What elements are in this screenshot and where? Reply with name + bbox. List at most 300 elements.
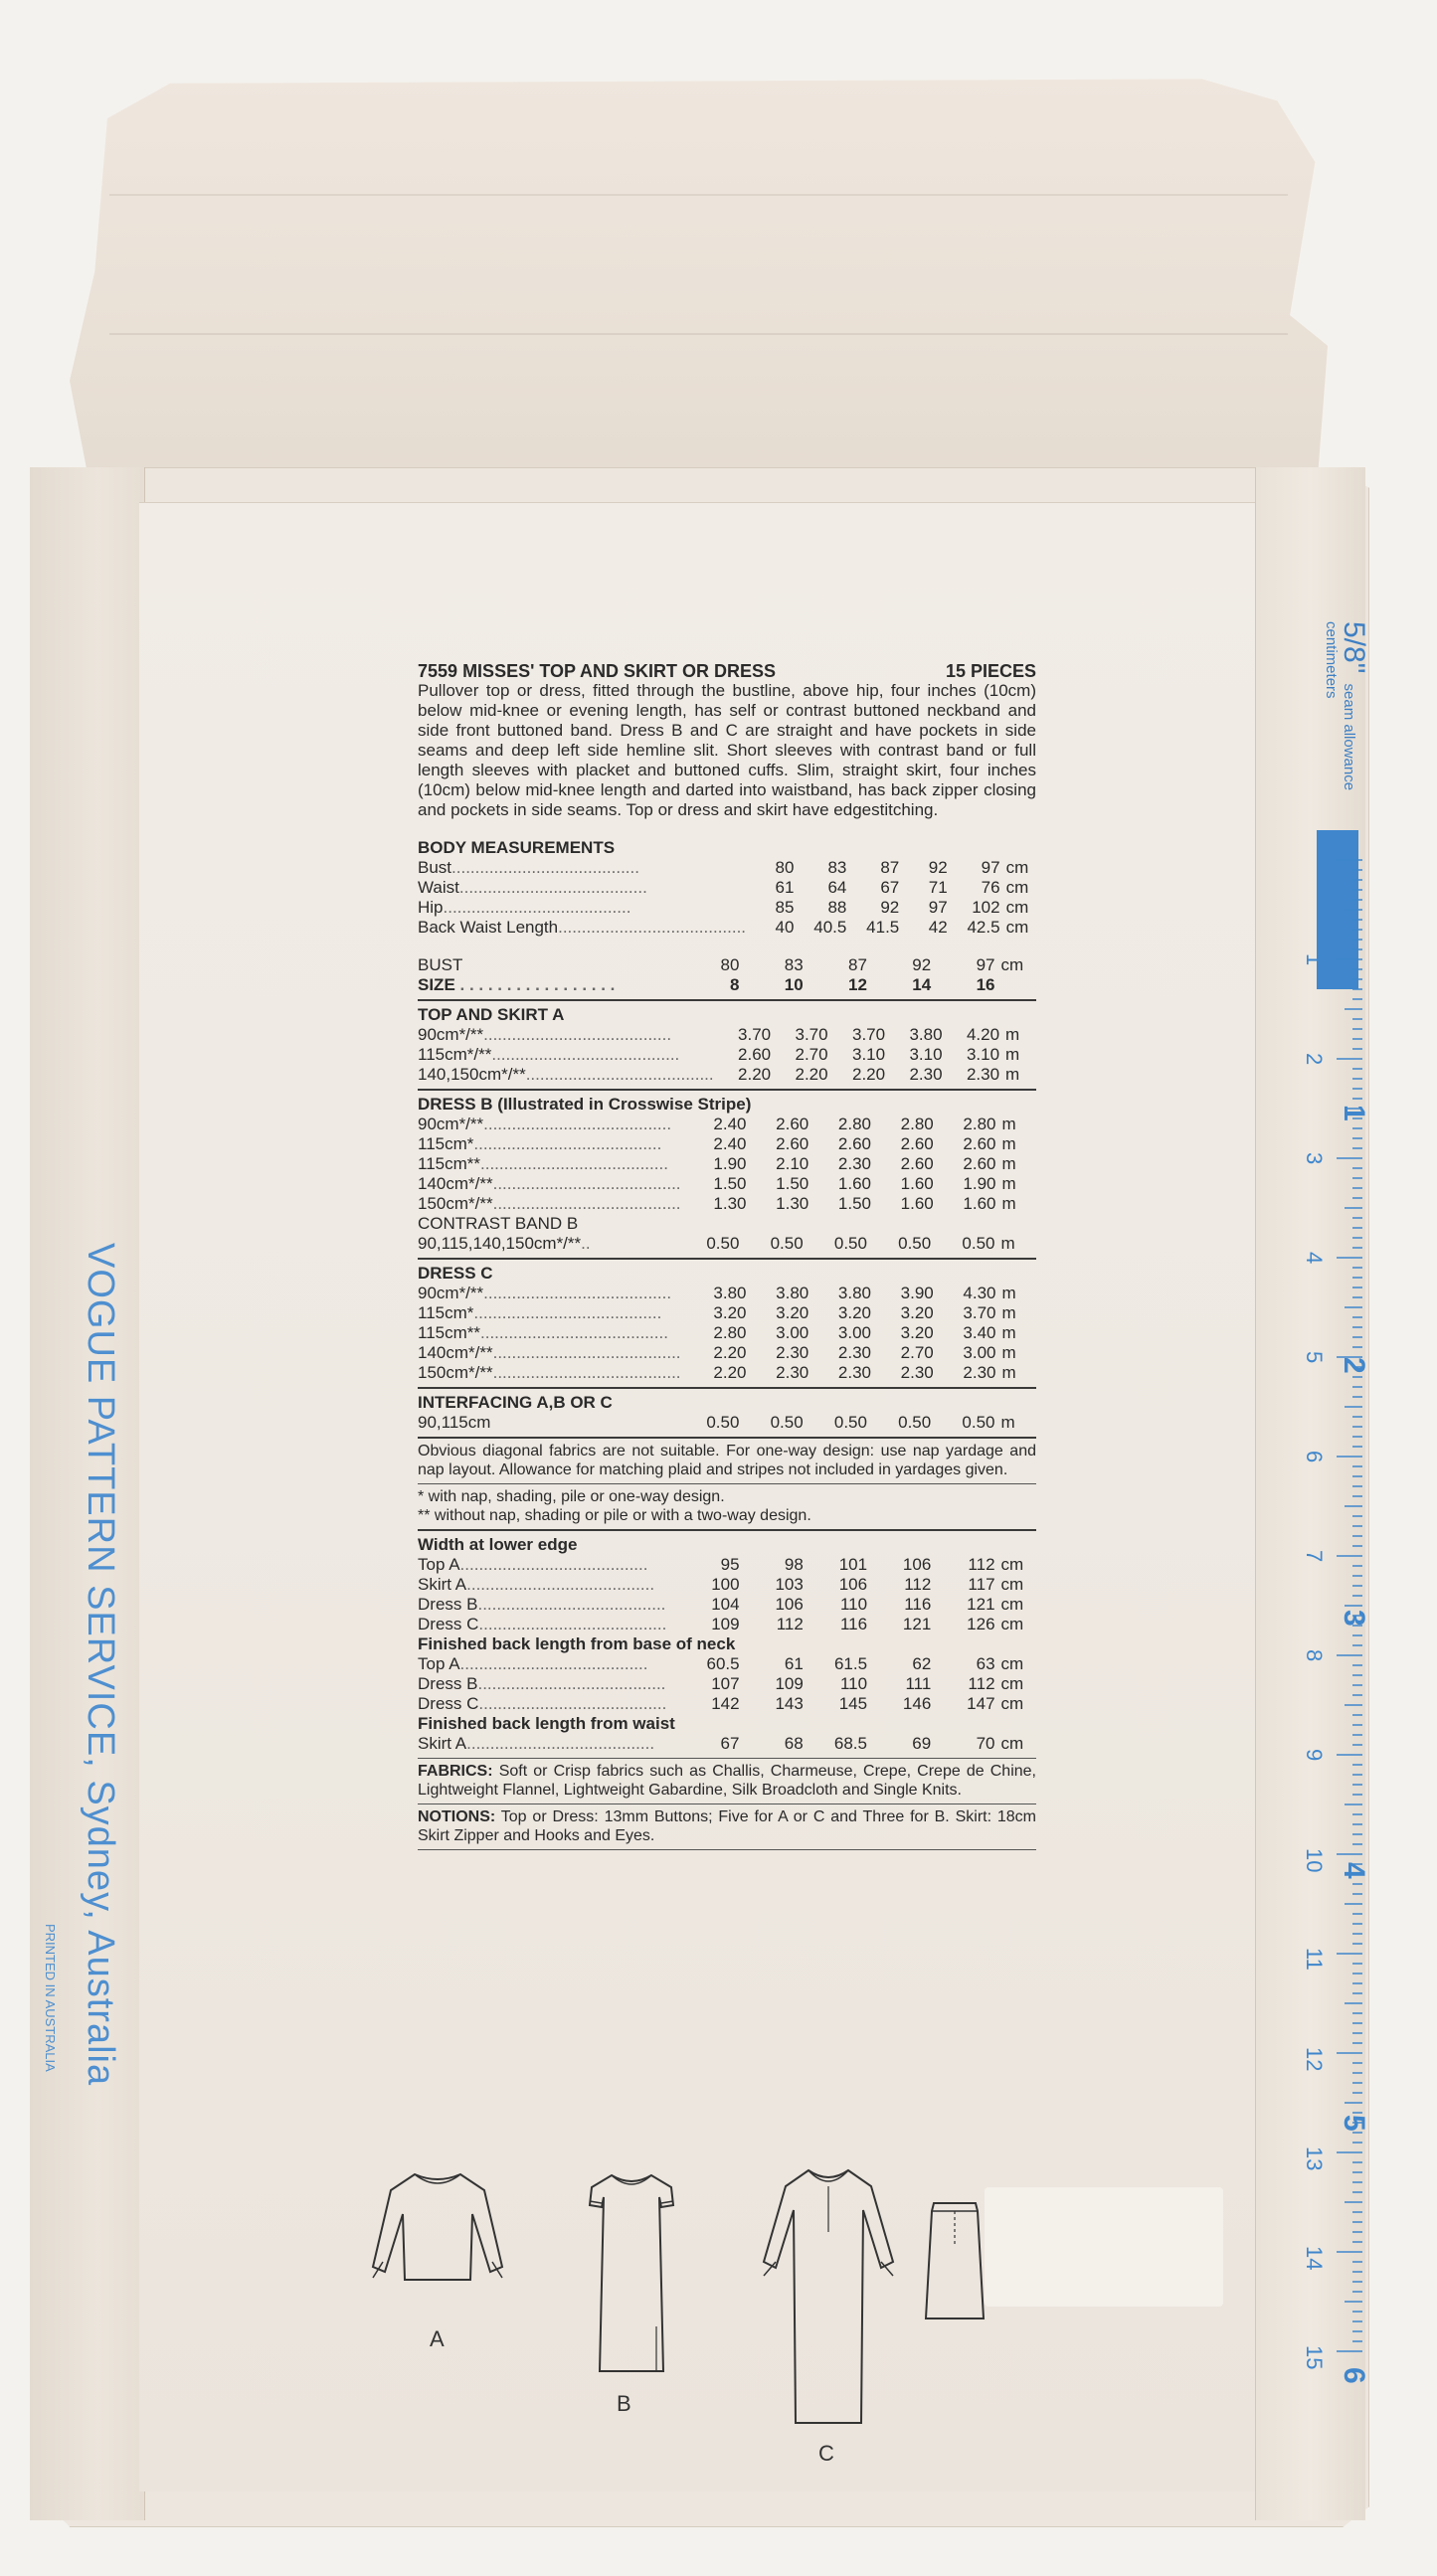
row-unit: cm	[1000, 1734, 1024, 1753]
row-unit: m	[1000, 1413, 1015, 1432]
fabrics-label: FABRICS:	[418, 1763, 493, 1780]
row-value: 2.80	[713, 1323, 747, 1342]
table-row	[418, 1413, 1036, 1433]
row-value: 97	[928, 898, 948, 917]
row-value: 2.30	[837, 1343, 871, 1362]
row-unit: cm	[1000, 1575, 1024, 1594]
row-value: 83	[827, 858, 847, 877]
row-value: 101	[838, 1555, 868, 1574]
row-label: 140cm*/**........................................	[418, 1174, 681, 1193]
row-label: Dress B........................................	[418, 1595, 666, 1614]
divider	[418, 999, 1036, 1001]
row-value: 3.70	[738, 1025, 772, 1044]
row-value: 0.50	[706, 1234, 740, 1253]
size-row	[418, 975, 1036, 995]
row-unit: cm	[1005, 858, 1029, 877]
row-value: 3.20	[713, 1303, 747, 1322]
row-unit: m	[1005, 1025, 1020, 1044]
row-value: 85	[775, 898, 795, 917]
row-value: 106	[775, 1595, 804, 1614]
row-value: 104	[711, 1595, 740, 1614]
row-value: 2.40	[713, 1134, 747, 1153]
row-value: 2.30	[837, 1154, 871, 1173]
row-value: 145	[838, 1694, 868, 1713]
table-row	[418, 1045, 1036, 1065]
row-value: 109	[775, 1674, 804, 1693]
row-value: 88	[827, 898, 847, 917]
row-value: 2.70	[795, 1045, 828, 1064]
row-value: 0.50	[962, 1234, 995, 1253]
ruler-cm-mark: 4	[1302, 1252, 1327, 1265]
table-row	[418, 1323, 1036, 1343]
row-value: 100	[711, 1575, 740, 1594]
top-skirt-a-table	[418, 1025, 1036, 1085]
row-value: 3.20	[776, 1303, 809, 1322]
row-value: 0.50	[962, 1413, 995, 1432]
table-row	[418, 1194, 1036, 1214]
row-value: 1.50	[837, 1194, 871, 1213]
row-value: 2.30	[966, 1065, 1000, 1084]
divider	[418, 1529, 1036, 1531]
dress-b-table	[418, 1115, 1036, 1214]
back-length-waist-title: Finished back length from waist	[418, 1714, 675, 1733]
row-label: Bust........................................	[418, 858, 639, 877]
back-length-waist-table	[418, 1734, 1036, 1754]
row-value: 112	[776, 1615, 804, 1633]
row-value: 4.30	[963, 1284, 996, 1302]
row-unit: cm	[1000, 1595, 1024, 1614]
row-value: 116	[839, 1615, 868, 1633]
table-row	[418, 1575, 1036, 1595]
row-value: 121	[902, 1615, 932, 1633]
back-length-neck-table	[418, 1654, 1036, 1714]
divider	[418, 1089, 1036, 1091]
row-value: 1.50	[776, 1174, 809, 1193]
row-value: 2.30	[900, 1363, 934, 1382]
row-value: 87	[880, 858, 900, 877]
row-value: 70	[976, 1734, 995, 1753]
row-value: 3.70	[963, 1303, 996, 1322]
view-c-dress-sketch	[754, 2162, 903, 2431]
row-value: 2.60	[738, 1045, 772, 1064]
row-value: 3.10	[851, 1045, 886, 1064]
row-value: 1.60	[900, 1194, 934, 1213]
row-value: 97	[981, 858, 1000, 877]
row-label: Dress B........................................	[418, 1674, 666, 1693]
row-label: 140,150cm*/**........................................	[418, 1065, 714, 1084]
row-unit: m	[1001, 1174, 1016, 1193]
row-value: 2.70	[900, 1343, 934, 1362]
row-value: 2.20	[738, 1065, 772, 1084]
row-unit: cm	[1005, 898, 1029, 917]
envelope-flap[interactable]	[70, 75, 1328, 512]
row-value: 3.10	[966, 1045, 1000, 1064]
row-unit: cm	[1005, 918, 1029, 937]
row-value: 3.00	[776, 1323, 809, 1342]
pattern-title-line	[418, 661, 776, 681]
row-value: 106	[838, 1575, 868, 1594]
row-value: 1.90	[713, 1154, 747, 1173]
row-label: 115cm*........................................	[418, 1134, 662, 1153]
row-label: 90cm*/**........................................	[418, 1025, 672, 1044]
row-value: 146	[902, 1694, 932, 1713]
row-label: Skirt A........................................	[418, 1734, 655, 1753]
row-value: 62	[912, 1654, 932, 1673]
row-value: 42.5	[967, 918, 1000, 937]
size-12: 12	[848, 975, 867, 994]
row-value: 2.60	[837, 1134, 871, 1153]
row-unit: m	[1001, 1194, 1016, 1213]
row-unit: m	[1001, 1115, 1016, 1133]
row-label: Skirt A........................................	[418, 1575, 655, 1594]
without-nap-note: ** without nap, shading or pile or with a two-way design.	[418, 1507, 811, 1524]
fabrics-text: Soft or Crisp fabrics such as Challis, Charmeuse, Crepe, Crepe de Chine, Lightweight Flannel, Lightweight Gabardine, Silk Broadcloth and Single Knits.	[418, 1763, 1037, 1799]
row-value: 3.90	[900, 1284, 934, 1302]
width-lower-edge-table	[418, 1555, 1036, 1634]
row-label: 90,115cm	[418, 1413, 491, 1432]
contrast-band-table	[418, 1234, 1036, 1254]
row-value: 106	[902, 1555, 932, 1574]
divider	[418, 1758, 1036, 1759]
row-value: 0.50	[770, 1234, 804, 1253]
printed-in-label: PRINTED IN AUSTRALIA	[43, 1924, 58, 2072]
interfacing-table	[418, 1413, 1036, 1433]
divider	[418, 1483, 1036, 1484]
row-unit: cm	[1000, 1674, 1024, 1693]
view-b-label: B	[617, 2391, 631, 2416]
table-row	[418, 1303, 1036, 1323]
row-value: 2.30	[837, 1363, 871, 1382]
row-unit: cm	[1000, 1694, 1024, 1713]
table-row	[418, 858, 1036, 878]
pattern-number: 7559	[418, 661, 458, 681]
row-label: 140cm*/**........................................	[418, 1343, 681, 1362]
row-value: 3.10	[909, 1045, 943, 1064]
bust-size-10: 83	[784, 955, 804, 974]
view-a-skirt-sketch	[920, 2197, 989, 2326]
divider	[418, 1437, 1036, 1439]
row-value: 110	[839, 1595, 868, 1614]
row-value: 2.60	[776, 1115, 809, 1133]
row-label: Hip........................................	[418, 898, 631, 917]
ruler-cm-mark: 3	[1302, 1152, 1327, 1165]
ruler-inch-mark: 4	[1338, 1862, 1370, 1879]
row-label: 90cm*/**........................................	[418, 1115, 672, 1133]
row-label: Top A........................................	[418, 1654, 648, 1673]
divider	[418, 1849, 1036, 1850]
ruler-cm-mark: 12	[1302, 2047, 1327, 2072]
row-value: 2.60	[900, 1154, 934, 1173]
row-value: 41.5	[866, 918, 900, 937]
row-label: 115cm**........................................	[418, 1154, 668, 1173]
ruler-cm-mark: 7	[1302, 1550, 1327, 1563]
row-value: 61	[784, 1654, 804, 1673]
row-value: 2.80	[963, 1115, 996, 1133]
nap-note: * with nap, shading, pile or one-way design.	[418, 1488, 725, 1505]
row-label: Back Waist Length........................................	[418, 918, 747, 937]
row-value: 2.30	[776, 1363, 809, 1382]
ruler-cm-mark: 13	[1302, 2147, 1327, 2171]
ruler-inch-mark: 6	[1338, 2367, 1370, 2384]
bust-size-16: 97	[976, 955, 995, 974]
pattern-info-block	[418, 661, 1036, 1853]
row-label: 115cm*/**........................................	[418, 1045, 680, 1064]
row-unit: m	[1001, 1323, 1016, 1342]
row-value: 2.30	[909, 1065, 943, 1084]
row-value: 112	[968, 1674, 995, 1693]
row-unit: m	[1001, 1303, 1016, 1322]
row-value: 3.70	[851, 1025, 886, 1044]
table-row	[418, 1654, 1036, 1674]
bust-label: BUST	[418, 955, 463, 974]
view-a-label: A	[430, 2326, 445, 2351]
row-label: 90cm*/**........................................	[418, 1284, 672, 1302]
size-table	[418, 955, 1036, 995]
ruler-cm-mark: 1	[1302, 953, 1327, 966]
seam-allowance-ruler	[1293, 621, 1370, 2384]
row-value: 3.80	[776, 1284, 809, 1302]
table-row	[418, 1555, 1036, 1575]
ruler-cm-mark: 14	[1302, 2246, 1327, 2271]
row-value: 69	[912, 1734, 932, 1753]
row-value: 1.60	[963, 1194, 996, 1213]
view-c-label: C	[818, 2441, 834, 2466]
row-value: 61.5	[833, 1654, 868, 1673]
ruler-inch-mark: 1	[1338, 1105, 1370, 1121]
row-value: 142	[711, 1694, 740, 1713]
ruler-cm-mark: 11	[1302, 1948, 1327, 1971]
view-b-dress-sketch	[582, 2167, 681, 2376]
diagonal-note: Obvious diagonal fabrics are not suitable. For one-way design: use nap yardage and nap layout. Allowance for matching plaid and stripes not included in yardages given.	[418, 1443, 1036, 1478]
row-value: 4.20	[966, 1025, 1000, 1044]
row-label: Dress C........................................	[418, 1615, 667, 1633]
pattern-header	[418, 661, 1036, 681]
table-row	[418, 918, 1036, 938]
row-value: 2.20	[851, 1065, 886, 1084]
row-value: 0.50	[833, 1413, 867, 1432]
row-label: 115cm**........................................	[418, 1323, 668, 1342]
row-value: 3.00	[963, 1343, 996, 1362]
table-row	[418, 1734, 1036, 1754]
size-14: 14	[912, 975, 932, 994]
row-value: 2.10	[776, 1154, 809, 1173]
row-label: 150cm*/**........................................	[418, 1194, 681, 1213]
row-value: 68.5	[833, 1734, 867, 1753]
row-unit: m	[1005, 1065, 1020, 1084]
dress-c-table	[418, 1284, 1036, 1383]
row-unit: cm	[1000, 1654, 1024, 1673]
width-lower-edge-title: Width at lower edge	[418, 1535, 578, 1554]
row-unit: m	[1001, 1134, 1016, 1153]
row-value: 112	[904, 1575, 932, 1594]
row-label: 150cm*/**........................................	[418, 1363, 681, 1382]
ruler-cm-mark: 2	[1302, 1053, 1327, 1066]
row-value: 3.70	[795, 1025, 828, 1044]
ruler-cm-mark: 15	[1302, 2345, 1327, 2370]
row-unit: cm	[1000, 1555, 1024, 1574]
row-label: Dress C........................................	[418, 1694, 667, 1713]
table-row	[418, 1174, 1036, 1194]
dress-b-title: DRESS B (Illustrated in Crosswise Stripe)	[418, 1095, 752, 1114]
row-value: 40	[775, 918, 795, 937]
row-value: 103	[775, 1575, 804, 1594]
row-value: 1.60	[837, 1174, 871, 1193]
ruler-inch-mark: 5	[1338, 2115, 1370, 2132]
row-value: 80	[775, 858, 795, 877]
row-unit: cm	[1000, 1615, 1024, 1633]
row-value: 64	[827, 878, 847, 897]
row-unit: m	[1001, 1154, 1016, 1173]
row-value: 3.80	[837, 1284, 871, 1302]
row-value: 3.20	[837, 1303, 871, 1322]
row-value: 0.50	[706, 1413, 740, 1432]
row-value: 2.80	[900, 1115, 934, 1133]
row-value: 2.60	[776, 1134, 809, 1153]
size-label: SIZE . . . . . . . . . . . . . . . . .	[418, 975, 616, 994]
contrast-band-title: CONTRAST BAND B	[418, 1214, 579, 1233]
row-label: Waist........................................	[418, 878, 647, 897]
row-value: 67	[720, 1734, 740, 1753]
row-value: 60.5	[706, 1654, 740, 1673]
row-value: 2.30	[963, 1363, 996, 1382]
pattern-title: MISSES' TOP AND SKIRT OR DRESS	[462, 661, 777, 681]
row-value: 3.00	[837, 1323, 871, 1342]
notions-text: Top or Dress: 13mm Buttons; Five for A or C and Three for B. Skirt: 18cm Skirt Zipper and Hooks and Eyes.	[418, 1808, 1037, 1844]
row-unit: m	[1001, 1363, 1016, 1382]
interfacing-title: INTERFACING A,B OR C	[418, 1393, 613, 1412]
row-value: 3.20	[900, 1323, 934, 1342]
row-label: 90,115,140,150cm*/**..	[418, 1234, 591, 1253]
top-skirt-a-title: TOP AND SKIRT A	[418, 1005, 565, 1024]
row-value: 95	[720, 1555, 740, 1574]
row-value: 2.40	[713, 1115, 747, 1133]
size-16: 16	[976, 975, 995, 994]
row-value: 2.60	[963, 1134, 996, 1153]
bust-unit: cm	[1000, 955, 1024, 974]
ruler-line1: seam allowance	[1341, 683, 1357, 791]
bust-size-8: 80	[720, 955, 740, 974]
flap-crease	[109, 194, 1288, 196]
ruler-cm-mark: 5	[1302, 1351, 1327, 1364]
row-value: 63	[976, 1654, 995, 1673]
size-8: 8	[729, 975, 740, 994]
ruler-line2: centimeters	[1323, 621, 1340, 699]
ruler-cm-mark: 8	[1302, 1649, 1327, 1662]
table-row	[418, 898, 1036, 918]
table-row	[418, 1694, 1036, 1714]
ruler-cm-mark: 10	[1302, 1848, 1327, 1873]
ruler-cm-mark: 6	[1302, 1451, 1327, 1463]
row-value: 1.90	[963, 1174, 996, 1193]
row-value: 143	[775, 1694, 804, 1713]
row-value: 3.80	[713, 1284, 747, 1302]
bust-size-14: 92	[912, 955, 932, 974]
bust-row	[418, 955, 1036, 975]
ruler-inch-mark: 2	[1338, 1357, 1370, 1374]
row-value: 76	[981, 878, 1000, 897]
fabrics-note	[418, 1762, 1036, 1800]
brand-vertical-text: VOGUE PATTERN SERVICE, Sydney, Australia	[80, 1243, 121, 2087]
row-value: 102	[972, 898, 1000, 917]
row-value: 42	[928, 918, 948, 937]
size-10: 10	[784, 975, 804, 994]
divider	[418, 1803, 1036, 1804]
bust-size-12: 87	[848, 955, 867, 974]
dress-c-title: DRESS C	[418, 1264, 493, 1283]
row-value: 109	[711, 1615, 740, 1633]
row-value: 67	[880, 878, 900, 897]
ruler-inch-mark: 3	[1338, 1610, 1370, 1627]
divider	[418, 1258, 1036, 1260]
row-value: 111	[905, 1674, 932, 1693]
row-value: 40.5	[813, 918, 847, 937]
paper-damage	[985, 2187, 1223, 2307]
row-value: 0.50	[898, 1234, 932, 1253]
row-value: 2.20	[795, 1065, 828, 1084]
row-value: 3.80	[909, 1025, 943, 1044]
table-row	[418, 1065, 1036, 1085]
row-unit: m	[1001, 1343, 1016, 1362]
view-a-top-sketch	[363, 2162, 512, 2292]
body-measurements-title: BODY MEASUREMENTS	[418, 838, 616, 857]
table-row	[418, 1115, 1036, 1134]
row-value: 2.20	[713, 1343, 747, 1362]
row-value: 2.60	[900, 1134, 934, 1153]
table-row	[418, 1595, 1036, 1615]
table-row	[418, 878, 1036, 898]
table-row	[418, 1154, 1036, 1174]
row-unit: m	[1000, 1234, 1015, 1253]
row-unit: cm	[1005, 878, 1029, 897]
row-value: 1.30	[776, 1194, 809, 1213]
row-value: 121	[967, 1595, 995, 1614]
row-value: 3.20	[900, 1303, 934, 1322]
table-row	[418, 1363, 1036, 1383]
row-value: 68	[784, 1734, 804, 1753]
notions-note	[418, 1807, 1036, 1845]
body-measurements-table	[418, 858, 1036, 938]
row-value: 126	[967, 1615, 995, 1633]
row-value: 117	[968, 1575, 995, 1594]
row-value: 0.50	[898, 1413, 932, 1432]
row-value: 71	[928, 878, 948, 897]
table-row	[418, 1234, 1036, 1254]
row-value: 2.80	[837, 1115, 871, 1133]
row-unit: m	[1005, 1045, 1020, 1064]
row-value: 92	[928, 858, 948, 877]
row-value: 92	[880, 898, 900, 917]
row-value: 1.50	[713, 1174, 747, 1193]
pattern-description: Pullover top or dress, fitted through the bustline, above hip, four inches (10cm) below mid-knee or evening length, has self or contrast buttoned neckband and side front buttoned band. Dress B and C are straight and have pockets in side seams and deep left side hemline slit. Short sleeves with contrast band or full length sleeves with placket and buttoned cuffs. Slim, straight skirt, four inches (10cm) below mid-knee length and darted into waistband, has back zipper closing and pockets in side seams. Top or dress and skirt have edgestitching.	[418, 681, 1036, 819]
row-value: 61	[775, 878, 795, 897]
row-value: 107	[711, 1674, 740, 1693]
row-value: 3.40	[963, 1323, 996, 1342]
table-row	[418, 1284, 1036, 1303]
flap-crease	[109, 333, 1288, 335]
table-row	[418, 1134, 1036, 1154]
row-label: Top A........................................	[418, 1555, 648, 1574]
table-row	[418, 1615, 1036, 1634]
table-row	[418, 1025, 1036, 1045]
row-value: 147	[967, 1694, 995, 1713]
row-value: 116	[904, 1595, 932, 1614]
row-label: 115cm*........................................	[418, 1303, 662, 1322]
row-value: 2.20	[713, 1363, 747, 1382]
row-value: 0.50	[770, 1413, 804, 1432]
row-value: 0.50	[833, 1234, 867, 1253]
ruler-fraction: 5/8"	[1338, 621, 1370, 674]
table-row	[418, 1674, 1036, 1694]
